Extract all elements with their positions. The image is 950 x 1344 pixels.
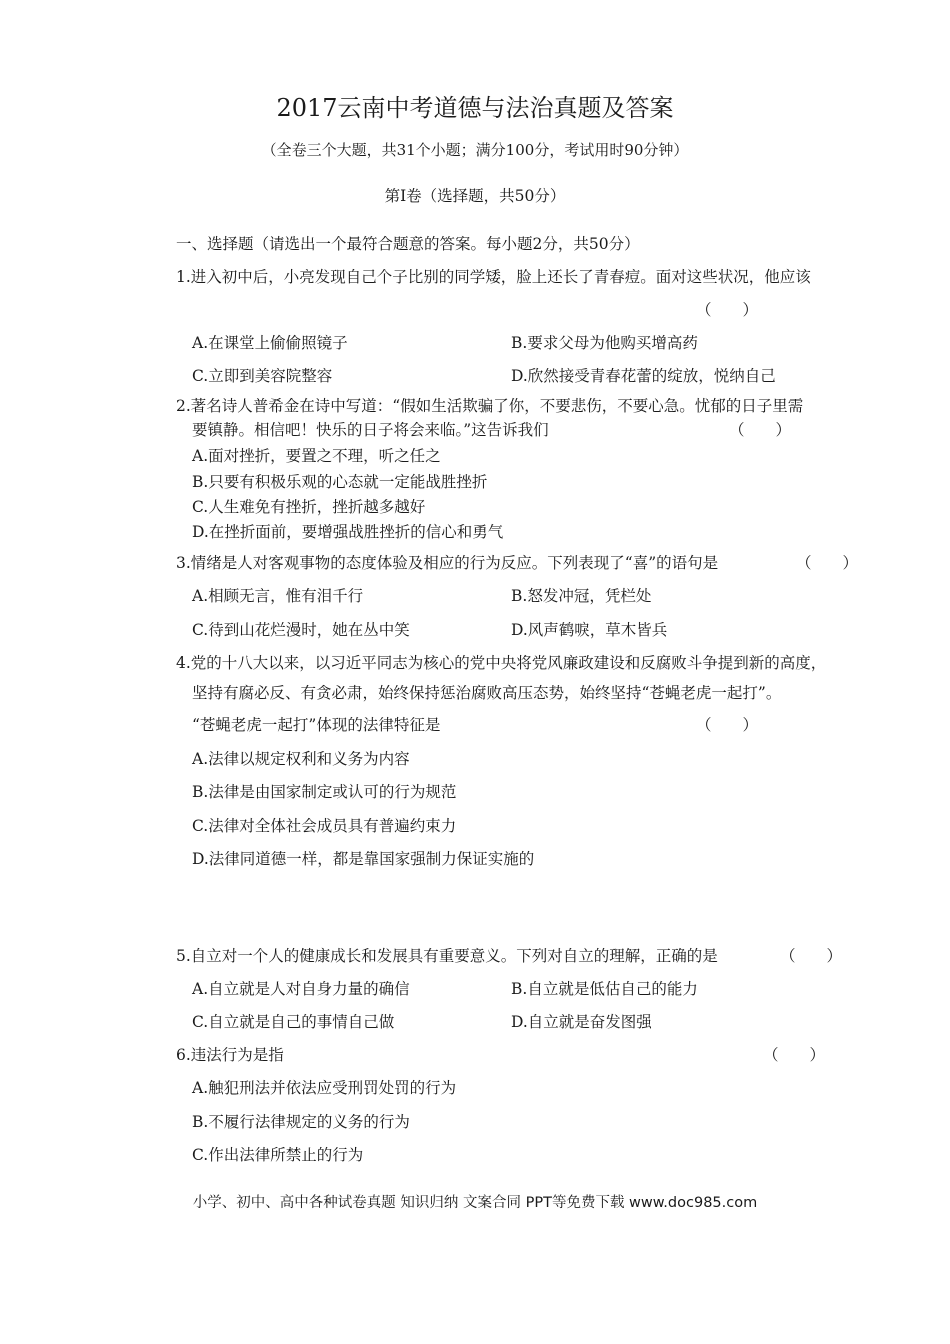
- question-1-option-c: C.立即到美容院整容: [192, 367, 333, 385]
- question-5-option-c: C.自立就是自己的事情自己做: [192, 1013, 395, 1031]
- question-4-answer-blank: （ ）: [696, 716, 759, 734]
- page-footer: 小学、初中、高中各种试卷真题 知识归纳 文案合同 PPT等免费下载 www.doc985.com: [192, 1195, 758, 1211]
- question-4-option-b: B.法律是由国家制定或认可的行为规范: [192, 783, 457, 801]
- section-heading: 一、选择题（请选出一个最符合题意的答案。每小题2分，共50分）: [176, 235, 640, 253]
- question-3-option-d: D.风声鹤唳，草木皆兵: [511, 621, 668, 639]
- question-1-option-b: B.要求父母为他购买增高药: [511, 334, 698, 352]
- question-4-option-a: A.法律以规定权利和义务为内容: [192, 750, 410, 768]
- part-heading: 第Ⅰ卷（选择题，共50分）: [384, 187, 566, 205]
- question-3-option-a: A.相顾无言，惟有泪千行: [192, 587, 364, 605]
- question-3-answer-blank: （ ）: [796, 554, 859, 572]
- question-6-answer-blank: （ ）: [763, 1046, 826, 1064]
- question-4-option-d: D.法律同道德一样，都是靠国家强制力保证实施的: [192, 850, 535, 868]
- question-3-stem: 3.情绪是人对客观事物的态度体验及相应的行为反应。下列表现了“喜”的语句是: [176, 554, 719, 572]
- question-2-answer-blank: （ ）: [729, 421, 792, 439]
- question-3-option-c: C.待到山花烂漫时，她在丛中笑: [192, 621, 410, 639]
- question-1-stem: 1.进入初中后，小亮发现自己个子比别的同学矮，脸上还长了青春痘。面对这些状况，他应该: [176, 268, 811, 286]
- question-1-option-a: A.在课堂上偷偷照镜子: [192, 334, 348, 352]
- question-4-option-c: C.法律对全体社会成员具有普遍约束力: [192, 817, 457, 835]
- question-6-stem: 6.违法行为是指: [176, 1046, 284, 1064]
- question-2-option-a: A.面对挫折，要置之不理，听之任之: [192, 447, 441, 465]
- question-5-answer-blank: （ ）: [780, 947, 843, 965]
- question-1-option-d: D.欣然接受青春花蕾的绽放，悦纳自己: [511, 367, 776, 385]
- question-2-stem: 2.著名诗人普希金在诗中写道：“假如生活欺骗了你，不要悲伤，不要心急。忧郁的日子里需: [176, 397, 804, 415]
- question-6-option-a: A.触犯刑法并依法应受刑罚处罚的行为: [192, 1079, 457, 1097]
- page-title: 2017云南中考道德与法治真题及答案: [276, 94, 674, 122]
- question-6-option-b: B.不履行法律规定的义务的行为: [192, 1113, 410, 1131]
- question-2-stem-line-2: 要镇静。相信吧！快乐的日子将会来临。”这告诉我们: [192, 421, 549, 439]
- question-5-option-b: B.自立就是低估自己的能力: [511, 980, 698, 998]
- question-2-option-d: D.在挫折面前，要增强战胜挫折的信心和勇气: [192, 523, 504, 541]
- question-1-answer-blank: （ ）: [696, 301, 759, 319]
- question-6-option-c: C.作出法律所禁止的行为: [192, 1146, 364, 1164]
- question-5-option-d: D.自立就是奋发图强: [511, 1013, 652, 1031]
- question-4-stem-line-2: 坚持有腐必反、有贪必肃，始终保持惩治腐败高压态势，始终坚持“苍蝇老虎一起打”。: [192, 684, 782, 702]
- question-4-stem-line-3: “苍蝇老虎一起打”体现的法律特征是: [192, 716, 441, 734]
- exam-info: （全卷三个大题，共31个小题；满分100分，考试用时90分钟）: [261, 141, 689, 159]
- question-5-option-a: A.自立就是人对自身力量的确信: [192, 980, 410, 998]
- question-2-option-b: B.只要有积极乐观的心态就一定能战胜挫折: [192, 473, 488, 491]
- question-2-option-c: C.人生难免有挫折，挫折越多越好: [192, 498, 426, 516]
- question-4-stem: 4.党的十八大以来，以习近平同志为核心的党中央将党风廉政建设和反腐败斗争提到新的高度，: [176, 654, 827, 672]
- question-5-stem: 5.自立对一个人的健康成长和发展具有重要意义。下列对自立的理解，正确的是: [176, 947, 718, 965]
- question-3-option-b: B.怒发冲冠，凭栏处: [511, 587, 652, 605]
